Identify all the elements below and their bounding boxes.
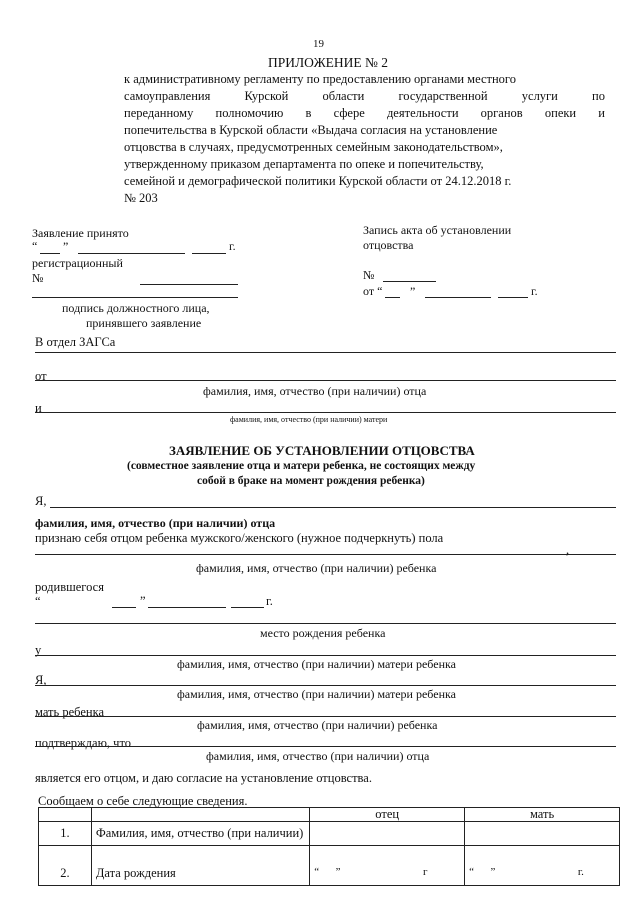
application-subtitle-2: собой в браке на момент рождения ребенка) — [197, 475, 425, 487]
mother-label: мать ребенка — [35, 705, 105, 719]
table-row — [39, 822, 620, 846]
mother-name-field[interactable] — [35, 412, 616, 413]
recognize-text: признаю себя отцом ребенка мужского/женского (нужное подчеркнуть) пола — [35, 531, 444, 545]
record-year-suffix: г. — [531, 284, 538, 298]
child-sex-field[interactable] — [35, 554, 616, 555]
birthplace-caption: место рождения ребенка — [260, 626, 386, 640]
record-date-from: от “ — [363, 284, 383, 298]
father-name-field[interactable] — [35, 380, 616, 381]
father-fio-field[interactable] — [50, 507, 616, 508]
comma: , — [566, 543, 570, 557]
registration-number-field[interactable] — [140, 284, 238, 285]
father-caption: фамилия, имя, отчество (при наличии) отца — [203, 384, 427, 398]
record-label-1: Запись акта об установлении — [363, 223, 512, 237]
row-1-number: 1. — [39, 822, 92, 846]
record-number-field[interactable] — [383, 281, 436, 282]
father-fio-bold-caption: фамилия, имя, отчество (при наличии) отца — [35, 516, 276, 530]
row-1-mother-value[interactable] — [465, 822, 620, 846]
born-day-field[interactable] — [112, 607, 136, 608]
to-zags-label: В отдел ЗАГСа — [35, 335, 116, 349]
intro-line-8: № 203 — [124, 191, 158, 205]
header-empty-num — [39, 808, 92, 822]
intro-line-7: семейной и демографической политики Курской области от 24.12.2018 г. — [124, 174, 512, 188]
mother-fio-field[interactable] — [35, 685, 616, 686]
intro-line-5: отцовства в случаях, предусмотренных семейным законодательством», — [124, 140, 503, 154]
accepted-year-field[interactable] — [192, 253, 226, 254]
born-close-quote: ” — [140, 594, 146, 608]
inform-text: Сообщаем о себе следующие сведения. — [38, 794, 248, 808]
appendix-title: ПРИЛОЖЕНИЕ № 2 — [268, 55, 389, 70]
intro-line-3-text: переданному полномочию в сфере деятельности органов опеки и — [124, 106, 605, 120]
birthplace-field[interactable] — [35, 623, 616, 624]
record-day-field[interactable] — [385, 297, 400, 298]
born-month-field[interactable] — [148, 607, 226, 608]
registration-label: регистрационный — [32, 256, 123, 270]
mother-of-child-field[interactable] — [35, 655, 616, 656]
accepted-day-field[interactable] — [40, 253, 60, 254]
born-year-field[interactable] — [231, 607, 264, 608]
row-1-father-value[interactable] — [310, 822, 465, 846]
header-empty-label — [91, 808, 309, 822]
born-open-quote: “ — [35, 594, 41, 608]
page-number: 19 — [313, 38, 324, 50]
table-row — [39, 846, 620, 886]
intro-line-4: попечительства в Курской области «Выдача согласия на установление — [124, 123, 498, 137]
registration-number-sign: № — [32, 271, 44, 285]
row-1-label: Фамилия, имя, отчество (при наличии) — [91, 822, 309, 846]
accepted-date-open-quote: “ — [32, 239, 38, 253]
father-confirm-field[interactable] — [35, 746, 616, 747]
record-year-field[interactable] — [498, 297, 528, 298]
i-label-2: Я, — [35, 673, 47, 687]
intro-line-1: к административному регламенту по предоставлению органами местного — [124, 72, 516, 86]
intro-line-6: утвержденному приказом департамента по опеке и попечительству, — [124, 157, 484, 171]
mother-child-caption: фамилия, имя, отчество (при наличии) матери ребенка — [177, 657, 456, 671]
application-title: ЗАЯВЛЕНИЕ ОБ УСТАНОВЛЕНИИ ОТЦОВСТВА — [169, 443, 475, 458]
born-year-suffix: г. — [266, 594, 273, 608]
confirm-label: подтверждаю, что — [35, 736, 131, 750]
father-caption-2: фамилия, имя, отчество (при наличии) отца — [206, 749, 430, 763]
row-2-father-date[interactable]: “ ” г — [310, 846, 465, 886]
row-2-mother-date[interactable]: “ ” г. — [465, 846, 620, 886]
record-date-close-quote: ” — [410, 284, 416, 298]
header-mother: мать — [465, 808, 620, 822]
child-caption-2: фамилия, имя, отчество (при наличии) ребенка — [197, 718, 438, 732]
accepted-date-close-quote: ” — [63, 239, 69, 253]
and-label: и — [35, 401, 42, 415]
child-fio-field[interactable] — [35, 716, 616, 717]
signature-caption-2: принявшего заявление — [86, 316, 202, 330]
intro-line-2 — [124, 89, 605, 104]
mother-caption-small: фамилия, имя, отчество (при наличии) матери — [230, 415, 388, 424]
accepted-year-suffix: г. — [229, 239, 236, 253]
child-caption: фамилия, имя, отчество (при наличии) ребенка — [196, 561, 437, 575]
table-header-row — [39, 808, 620, 822]
record-label-2: отцовства — [363, 238, 414, 252]
mother-child-caption-2: фамилия, имя, отчество (при наличии) матери ребенка — [177, 687, 456, 701]
consent-text: является его отцом, и даю согласие на установление отцовства. — [35, 771, 372, 785]
row-2-label: Дата рождения — [91, 846, 309, 886]
row-2-number: 2. — [39, 846, 92, 886]
i-label: Я, — [35, 494, 47, 508]
intro-line-3 — [124, 106, 605, 121]
u-label: у — [35, 643, 42, 657]
personal-info-table — [38, 807, 620, 886]
accepted-label: Заявление принято — [32, 226, 129, 240]
intro-line-2-text: самоуправления Курской области государственной услуги по — [124, 89, 605, 103]
application-subtitle-1: (совместное заявление отца и матери ребенка, не состоящих между — [127, 460, 476, 472]
zags-name-field[interactable] — [35, 352, 616, 353]
from-label: от — [35, 369, 47, 383]
official-signature-field[interactable] — [32, 297, 238, 298]
record-month-field[interactable] — [425, 297, 491, 298]
accepted-month-field[interactable] — [78, 253, 185, 254]
born-label: родившегося — [35, 580, 104, 594]
signature-caption-1: подпись должностного лица, — [62, 301, 210, 315]
record-number-sign: № — [363, 268, 375, 282]
header-father: отец — [310, 808, 465, 822]
